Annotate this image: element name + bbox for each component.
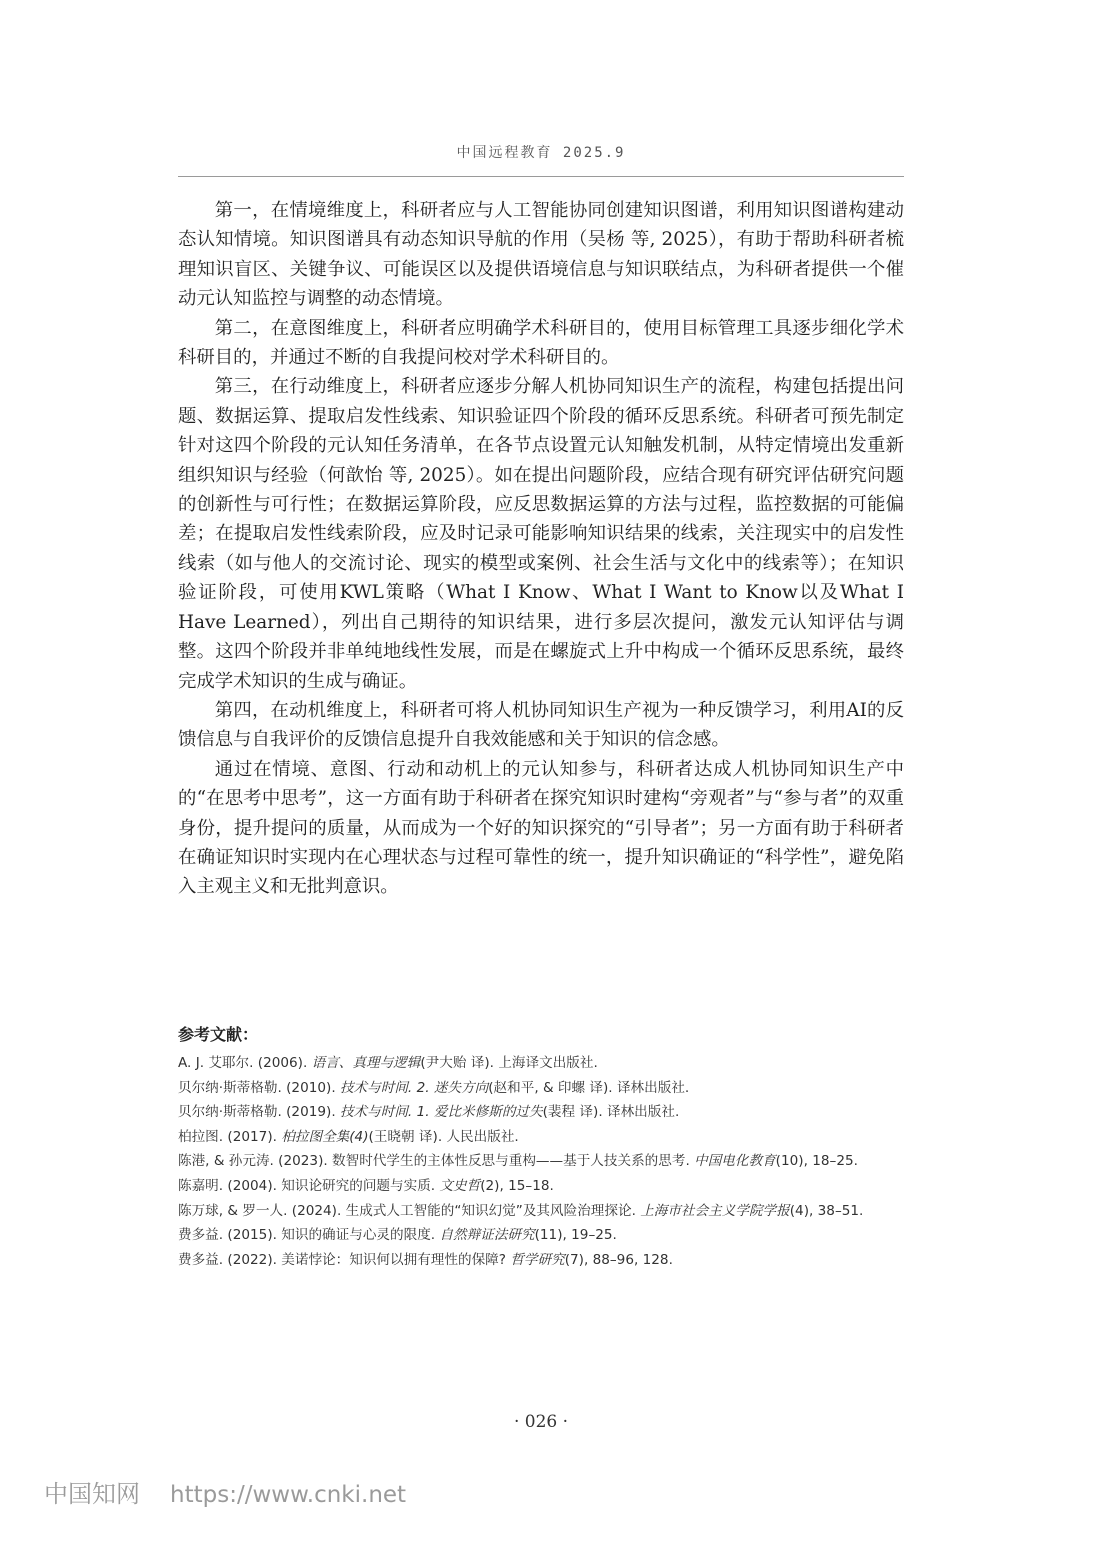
reference-item: 陈万球, & 罗一人. (2024). 生成式人工智能的“知识幻觉”及其风险治理探论. 上海市社会主义学院学报(4), 38–51.: [178, 1202, 864, 1219]
reference-item: 贝尔纳·斯蒂格勒. (2019). 技术与时间. 1. 爱比米修斯的过失(裴程 译). 译林出版社.: [178, 1104, 680, 1121]
running-header: 中国远程教育 2025.9: [456, 145, 626, 161]
reference-item: 费多益. (2022). 美诺悖论：知识何以拥有理性的保障? 哲学研究(7), 88–96, 128.: [178, 1251, 673, 1268]
header-divider: [178, 176, 904, 177]
reference-item: 贝尔纳·斯蒂格勒. (2010). 技术与时间. 2. 迷失方向(赵和平, & 印螺 译). 译林出版社.: [178, 1079, 690, 1096]
watermark-brand: 中国知网: [44, 1480, 140, 1508]
reference-item: 陈港, & 孙元涛. (2023). 数智时代学生的主体性反思与重构——基于人技关系的思考. 中国电化教育(10), 18–25.: [178, 1153, 858, 1170]
reference-item: 费多益. (2015). 知识的确证与心灵的限度. 自然辩证法研究(11), 19–25.: [178, 1227, 617, 1244]
reference-item: 柏拉图. (2017). 柏拉图全集(4)(王晓朝 译). 人民出版社.: [178, 1128, 519, 1145]
cnki-watermark: [44, 1474, 406, 1509]
watermark-url[interactable]: https://www.cnki.net: [170, 1482, 407, 1508]
page-number: · 026 ·: [513, 1412, 569, 1432]
article-body: [178, 196, 904, 902]
paragraph-conclusion: 通过在情境、意图、行动和动机上的元认知参与，科研者达成人机协同知识生产中的“在思考中思考”，这一方面有助于科研者在探究知识时建构“旁观者”与“参与者”的双重身份，提升提问的质量，从而成为一个好的知识探究的“引导者”；另一方面有助于科研者在确证知识时实现内在心理状态与过程可靠性的统一，提升知识确证的“科学性”，避免陷入主观主义和无批判意识。: [178, 758, 904, 898]
reference-item: A. J. 艾耶尔. (2006). 语言、真理与逻辑(尹大贻 译). 上海译文出版社.: [178, 1055, 598, 1071]
paragraph-intention: 第二，在意图维度上，科研者应明确学术科研目的，使用目标管理工具逐步细化学术科研目的，并通过不断的自我提问校对学术科研目的。: [178, 317, 904, 369]
paragraph-action: 第三，在行动维度上，科研者应逐步分解人机协同知识生产的流程，构建包括提出问题、数据运算、提取启发性线索、知识验证四个阶段的循环反思系统。科研者可预先制定针对这四个阶段的元认知任务清单，在各节点设置元认知触发机制，从特定情境出发重新组织知识与经验（何歆怡 等, 2025）。如在提出问题阶段，应结合现有研究评估研究问题的创新性与可行性；在数据运算阶段，应反思数据运算的方法与过程，监控数据的可能偏差；在提取启发性线索阶段，应及时记录可能影响知识结果的线索，关注现实中的启发性线索（如与他人的交流讨论、现实的模型或案例、社会生活与文化中的线索等）；在知识验证阶段，可使用KWL策略（What I Know、What I Want to Know以及What I Have Learned），列出自己期待的知识结果，进行多层次提问，激发元认知评估与调整。这四个阶段并非单纯地线性发展，而是在螺旋式上升中构成一个循环反思系统，最终完成学术知识的生成与确证。: [178, 376, 904, 692]
reference-item: 陈嘉明. (2004). 知识论研究的问题与实质. 文史哲(2), 15–18.: [178, 1177, 554, 1194]
references-section: [178, 1022, 904, 1272]
references-heading: 参考文献：: [178, 1025, 259, 1044]
paragraph-motivation: 第四，在动机维度上，科研者可将人机协同知识生产视为一种反馈学习，利用AI的反馈信息与自我评价的反馈信息提升自我效能感和关于知识的信念感。: [178, 699, 904, 751]
paragraph-context: 第一，在情境维度上，科研者应与人工智能协同创建知识图谱，利用知识图谱构建动态认知情境。知识图谱具有动态知识导航的作用（吴杨 等, 2025），有助于帮助科研者梳理知识盲区、关键争议、可能误区以及提供语境信息与知识联结点，为科研者提供一个催动元认知监控与调整的动态情境。: [178, 200, 904, 310]
